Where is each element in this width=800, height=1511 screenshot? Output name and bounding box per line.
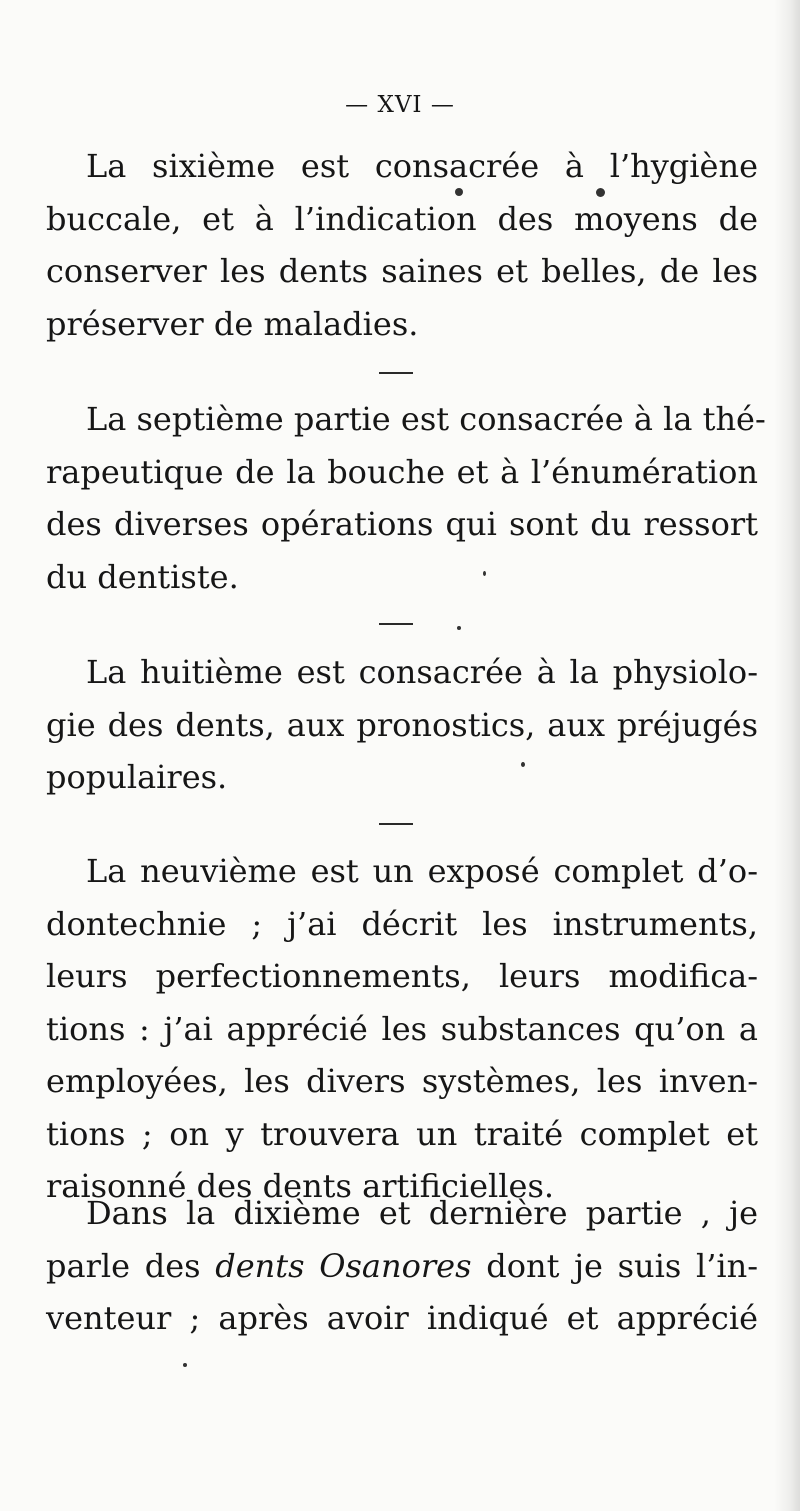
text-line: La septième partie est consacrée à la thé- [86,400,766,438]
page-header: — XVI — [345,92,455,118]
text-line: tions : j’ai apprécié les substances qu’on a [46,1009,758,1048]
text-segment: parle des [46,1246,201,1285]
text-line: La huitième est consacrée à la physiolo- [86,653,758,691]
text-line: dontechnie ; j’ai décrit les instruments, [46,904,758,943]
ink-speck [455,188,463,196]
text-segment: dont je suis l’in- [486,1246,759,1285]
text-line: rapeutique de la bouche et à l’énumération [46,452,758,491]
text-line: La sixième est consacrée à l’hygiène [86,147,758,185]
section-divider [379,823,413,825]
text-line: préserver de maladies. [46,304,419,343]
text-line: employées, les divers systèmes, les inven- [46,1062,758,1100]
text-line: venteur ; après avoir indiqué et apprécié [46,1299,758,1337]
section-divider [379,623,413,625]
page-edge-shadow [774,0,800,1511]
paragraph-1 [46,140,758,350]
ink-speck [521,762,525,767]
text-line: La neuvième est un exposé complet d’o- [86,852,758,890]
text-line: tions ; on y trouvera un traité complet et [46,1114,758,1153]
paragraph-5 [46,1187,758,1345]
text-line: buccale, et à l’indication des moyens de [46,199,758,238]
text-line: leurs perfectionnements, leurs modifica- [46,957,758,995]
ink-speck [457,626,461,630]
text-line: conserver les dents saines et belles, de les [46,252,758,290]
paragraph-4 [46,845,758,1213]
paragraph-3 [46,646,758,804]
ink-speck [183,1363,187,1367]
text-line: raisonné des dents artificielles. [46,1167,555,1205]
text-line: du dentiste. [46,557,239,596]
ink-speck [483,571,486,576]
text-line: gie des dents, aux pronostics, aux préjugés [46,705,758,744]
paragraph-2 [46,393,766,603]
text-line: des diverses opérations qui sont du ressort [46,505,758,543]
text-line: Dans la dixième et dernière partie , je [86,1194,758,1232]
text-line: populaires. [46,758,228,796]
italic-term: dents Osanores [215,1246,472,1285]
text-line [46,1240,758,1293]
ink-speck [596,188,605,197]
section-divider [379,372,413,374]
